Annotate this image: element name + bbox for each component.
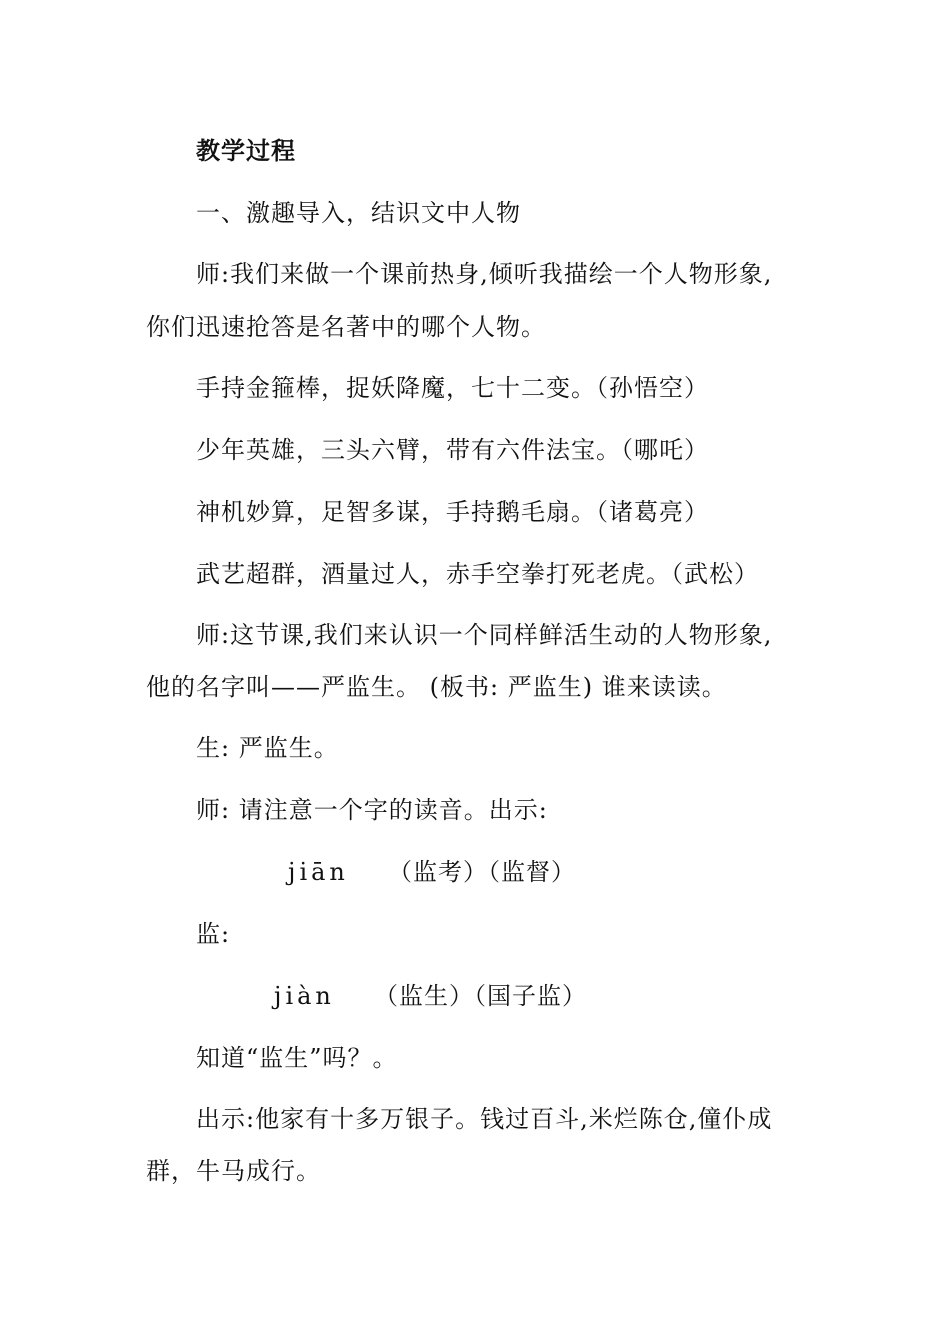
pinyin-reading: jiān <box>288 858 349 886</box>
pinyin-reading: jiàn <box>274 982 335 1010</box>
clue-line: 手持金箍棒，捉妖降魔，七十二变。（孙悟空） <box>196 374 709 402</box>
clue-line: 神机妙算，足智多谋，手持鹅毛扇。（诸葛亮） <box>196 498 709 526</box>
character-label: 监: <box>196 920 231 948</box>
clue-line: 武艺超群，酒量过人，赤手空拳打死老虎。（武松） <box>196 560 759 588</box>
paragraph-line: 群，牛马成行。 <box>146 1157 321 1185</box>
question-line: 知道“监生”吗？。 <box>196 1044 398 1072</box>
dialogue-line: 生: 严监生。 <box>196 734 339 762</box>
paragraph-line: 师:这节课,我们来认识一个同样鲜活生动的人物形象, <box>196 621 773 649</box>
dialogue-line: 师: 请注意一个字的读音。出示: <box>196 796 548 824</box>
paragraph-line: 你们迅速抢答是名著中的哪个人物。 <box>146 313 546 341</box>
paragraph-line: 他的名字叫——严监生。 (板书: 严监生) 谁来读读。 <box>146 673 727 701</box>
example-words: （监生）（国子监） <box>374 982 587 1010</box>
section-heading: 教学过程 <box>196 137 296 165</box>
example-words: （监考）（监督） <box>388 858 576 886</box>
clue-line: 少年英雄，三头六臂，带有六件法宝。（哪吒） <box>196 436 709 464</box>
paragraph-line: 师:我们来做一个课前热身,倾听我描绘一个人物形象, <box>196 260 773 288</box>
paragraph-line: 出示:他家有十多万银子。钱过百斗,米烂陈仓,僮仆成 <box>196 1105 773 1133</box>
section-title: 一、激趣导入，结识文中人物 <box>196 199 521 227</box>
